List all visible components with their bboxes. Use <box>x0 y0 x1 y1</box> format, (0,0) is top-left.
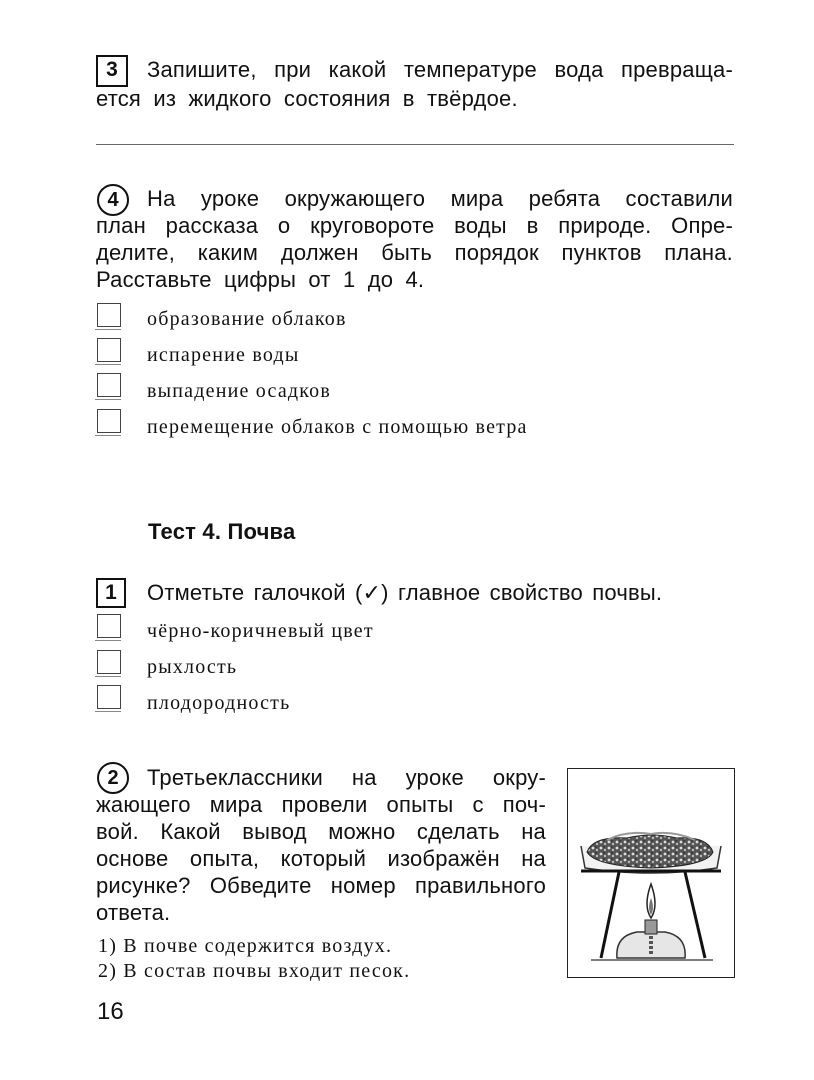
answer-1[interactable]: 1) В почве содержится воздух. <box>98 935 393 957</box>
check-box-2[interactable] <box>97 650 121 674</box>
task-2-text-line4: основе опыта, который изображён на <box>96 846 546 871</box>
task-4-number: 4 <box>97 184 129 216</box>
answer-line[interactable] <box>96 144 734 145</box>
test4-task-1-question: Отметьте галочкой (✓) главное свойство почвы. <box>147 580 663 605</box>
check-box-3[interactable] <box>97 685 121 709</box>
test4-task-2-number: 2 <box>97 762 129 794</box>
answer-2[interactable]: 2) В состав почвы входит песок. <box>98 960 411 982</box>
experiment-illustration <box>567 768 735 978</box>
task-3-number: 3 <box>96 55 128 87</box>
plan-item-4: перемещение облаков с помощью ветра <box>147 416 528 438</box>
task-2-text-line5: рисунке? Обведите номер правильного <box>96 873 546 898</box>
test-title: Тест 4. Почва <box>148 519 296 544</box>
plan-item-3: выпадение осадков <box>147 380 332 402</box>
option-3: плодородность <box>147 692 291 714</box>
task-3-text-line2: ется из жидкого состояния в твёрдое. <box>96 86 518 111</box>
order-box-4[interactable] <box>97 409 121 433</box>
page-number: 16 <box>97 998 124 1025</box>
task-4-text-line3: делите, каким должен быть порядок пунктов плана. <box>96 240 733 265</box>
task-4-text-line2: план рассказа о круговороте воды в природе. Опре- <box>96 213 733 238</box>
task-2-text-line6: ответа. <box>96 900 171 925</box>
task-2-text-line3: вой. Какой вывод можно сделать на <box>96 819 546 844</box>
order-box-3[interactable] <box>97 373 121 397</box>
check-box-1[interactable] <box>97 614 121 638</box>
task-3-text-line1: Запишите, при какой температуре вода превраща- <box>147 57 733 82</box>
plan-item-1: образование облаков <box>147 308 347 330</box>
task-2-text-line1: Третьеклассники на уроке окру- <box>147 765 546 790</box>
plan-item-2: испарение воды <box>147 344 300 366</box>
option-2: рыхлость <box>147 656 238 678</box>
task-2-text-line2: жающего мира провели опыты с поч- <box>96 792 546 817</box>
order-box-1[interactable] <box>97 303 121 327</box>
task-4-text-line4: Расставьте цифры от 1 до 4. <box>96 267 425 292</box>
test4-task-1-number: 1 <box>96 578 126 608</box>
option-1: чёрно-коричневый цвет <box>147 620 374 642</box>
order-box-2[interactable] <box>97 338 121 362</box>
task-4-text-line1: На уроке окружающего мира ребята составили <box>147 186 733 211</box>
